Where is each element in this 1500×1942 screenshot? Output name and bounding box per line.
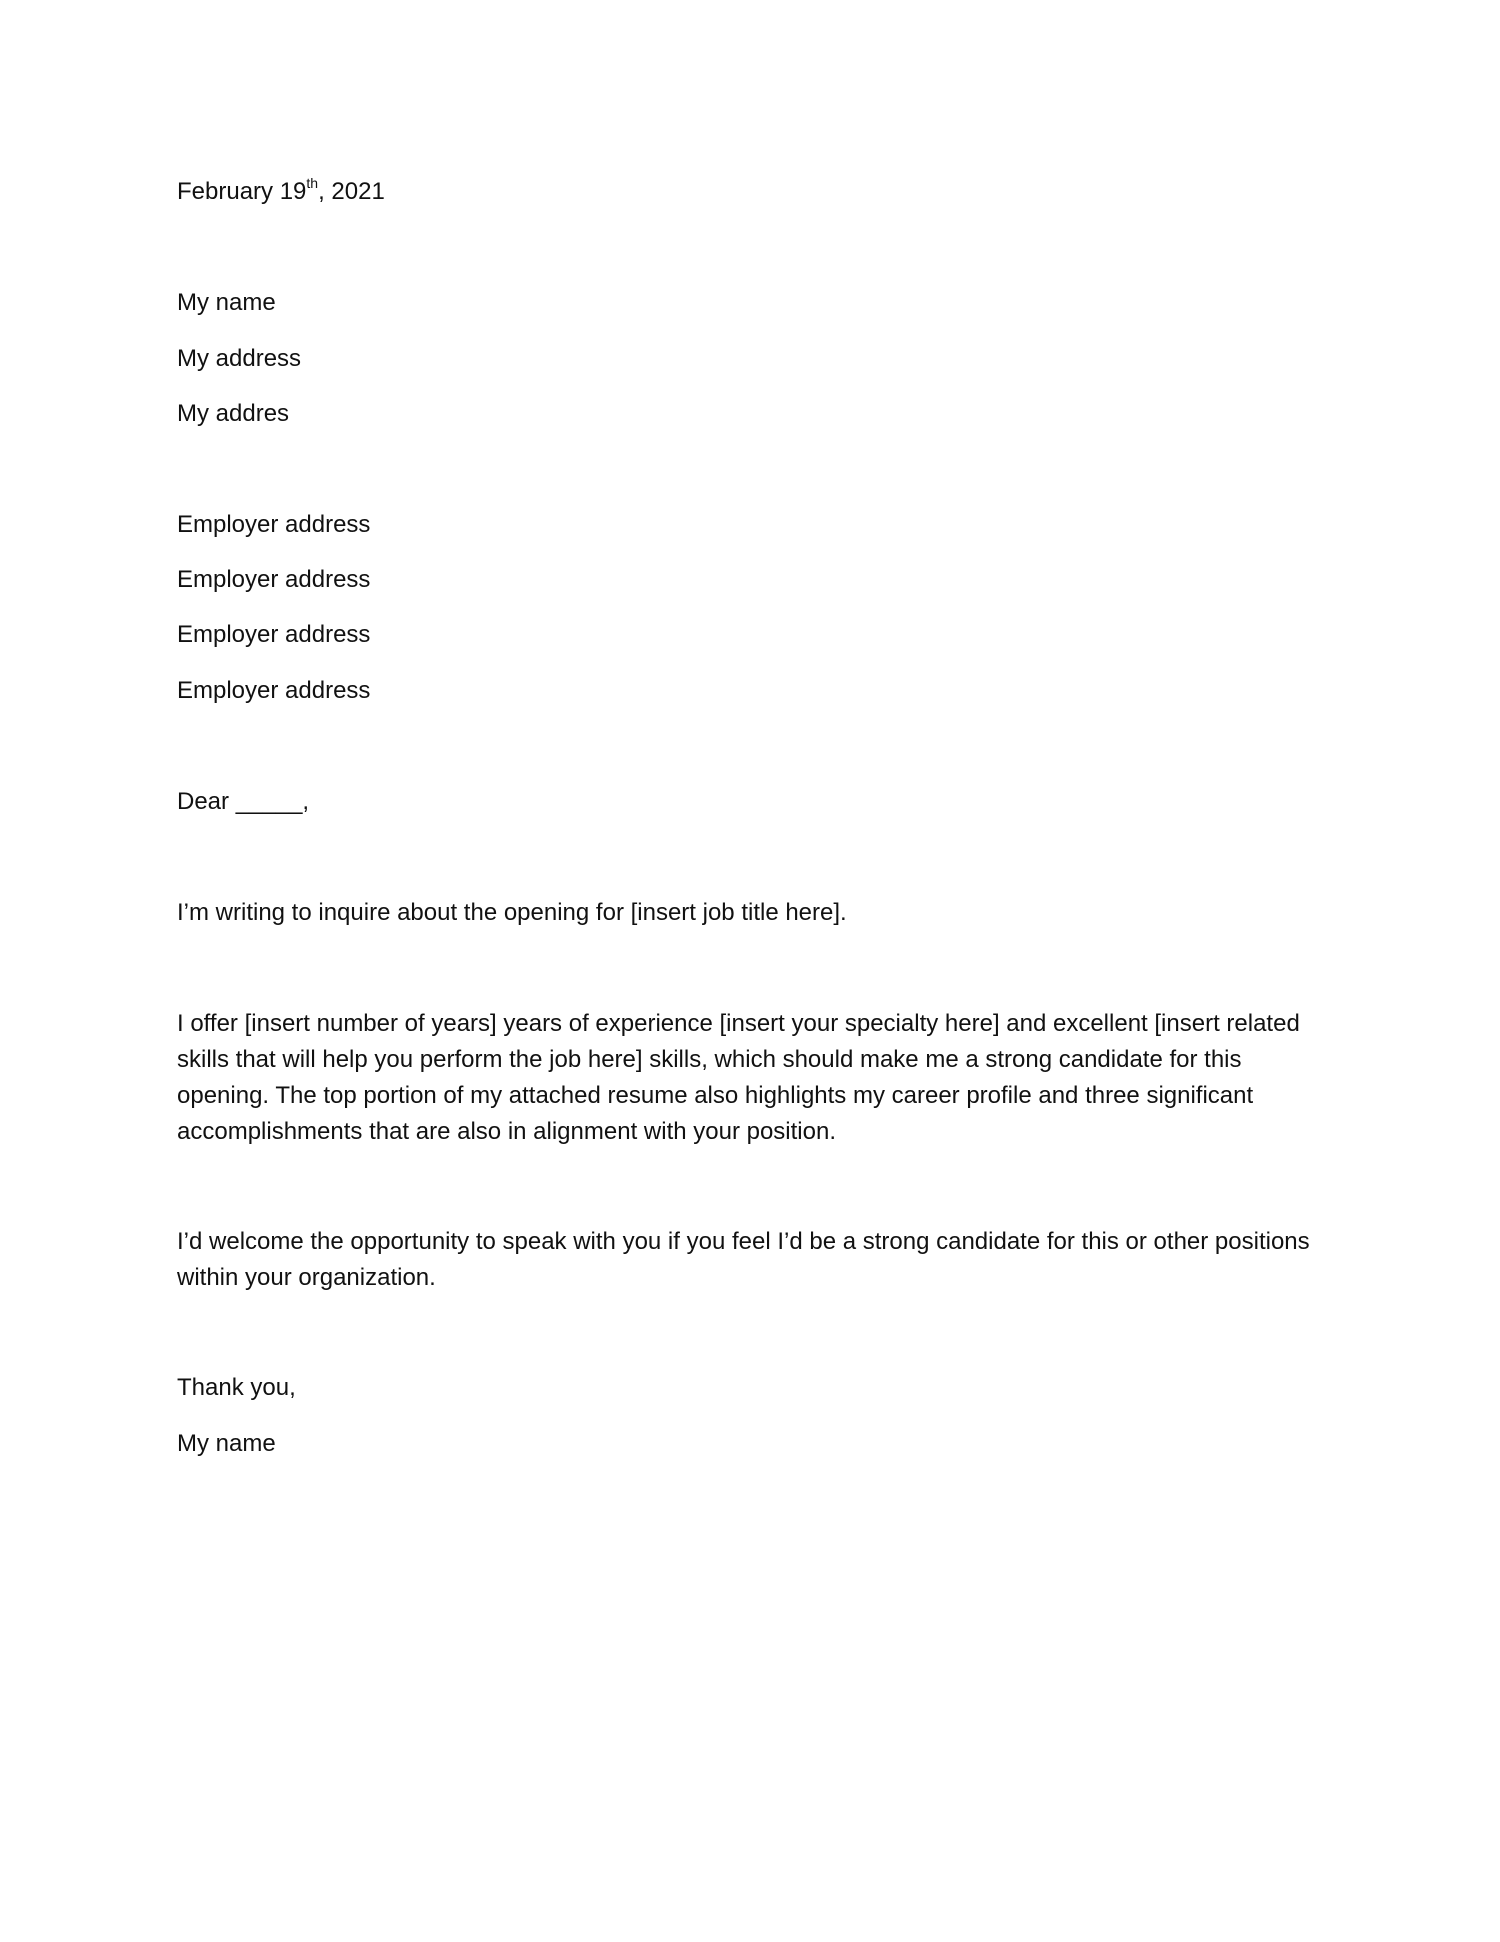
paragraph-experience: I offer [insert number of years] years of experience [insert your specialty here] and excellent [insert related skills that will help you perform the job here] skills, which should make me a strong candidate for this opening. The top portion of my attached resume also highlights my career profile and three significant accomplishments that are also in alignment with your position. <box>177 1010 1300 1145</box>
signature-name: My name <box>177 1430 276 1457</box>
employer-address-line-1: Employer address <box>177 511 371 538</box>
employer-address-line-2: Employer address <box>177 566 371 593</box>
paragraph-opportunity: I’d welcome the opportunity to speak with you if you feel I’d be a strong candidate for this or other positions within your organization. <box>177 1228 1310 1291</box>
employer-address-line-3: Employer address <box>177 621 371 648</box>
date-year: , 2021 <box>318 178 385 205</box>
employer-address-line-4: Employer address <box>177 677 371 704</box>
sender-address-line-2: My addres <box>177 400 290 427</box>
date-month-day: February 19 <box>177 178 307 205</box>
sender-name: My name <box>177 289 276 316</box>
sender-address-line-1: My address <box>177 345 302 372</box>
salutation: Dear _____, <box>177 788 310 815</box>
date-ordinal-suffix: th <box>306 175 319 191</box>
paragraph-intro: I’m writing to inquire about the opening for [insert job title here]. <box>177 899 847 926</box>
closing: Thank you, <box>177 1374 296 1401</box>
letter-date <box>177 174 385 210</box>
